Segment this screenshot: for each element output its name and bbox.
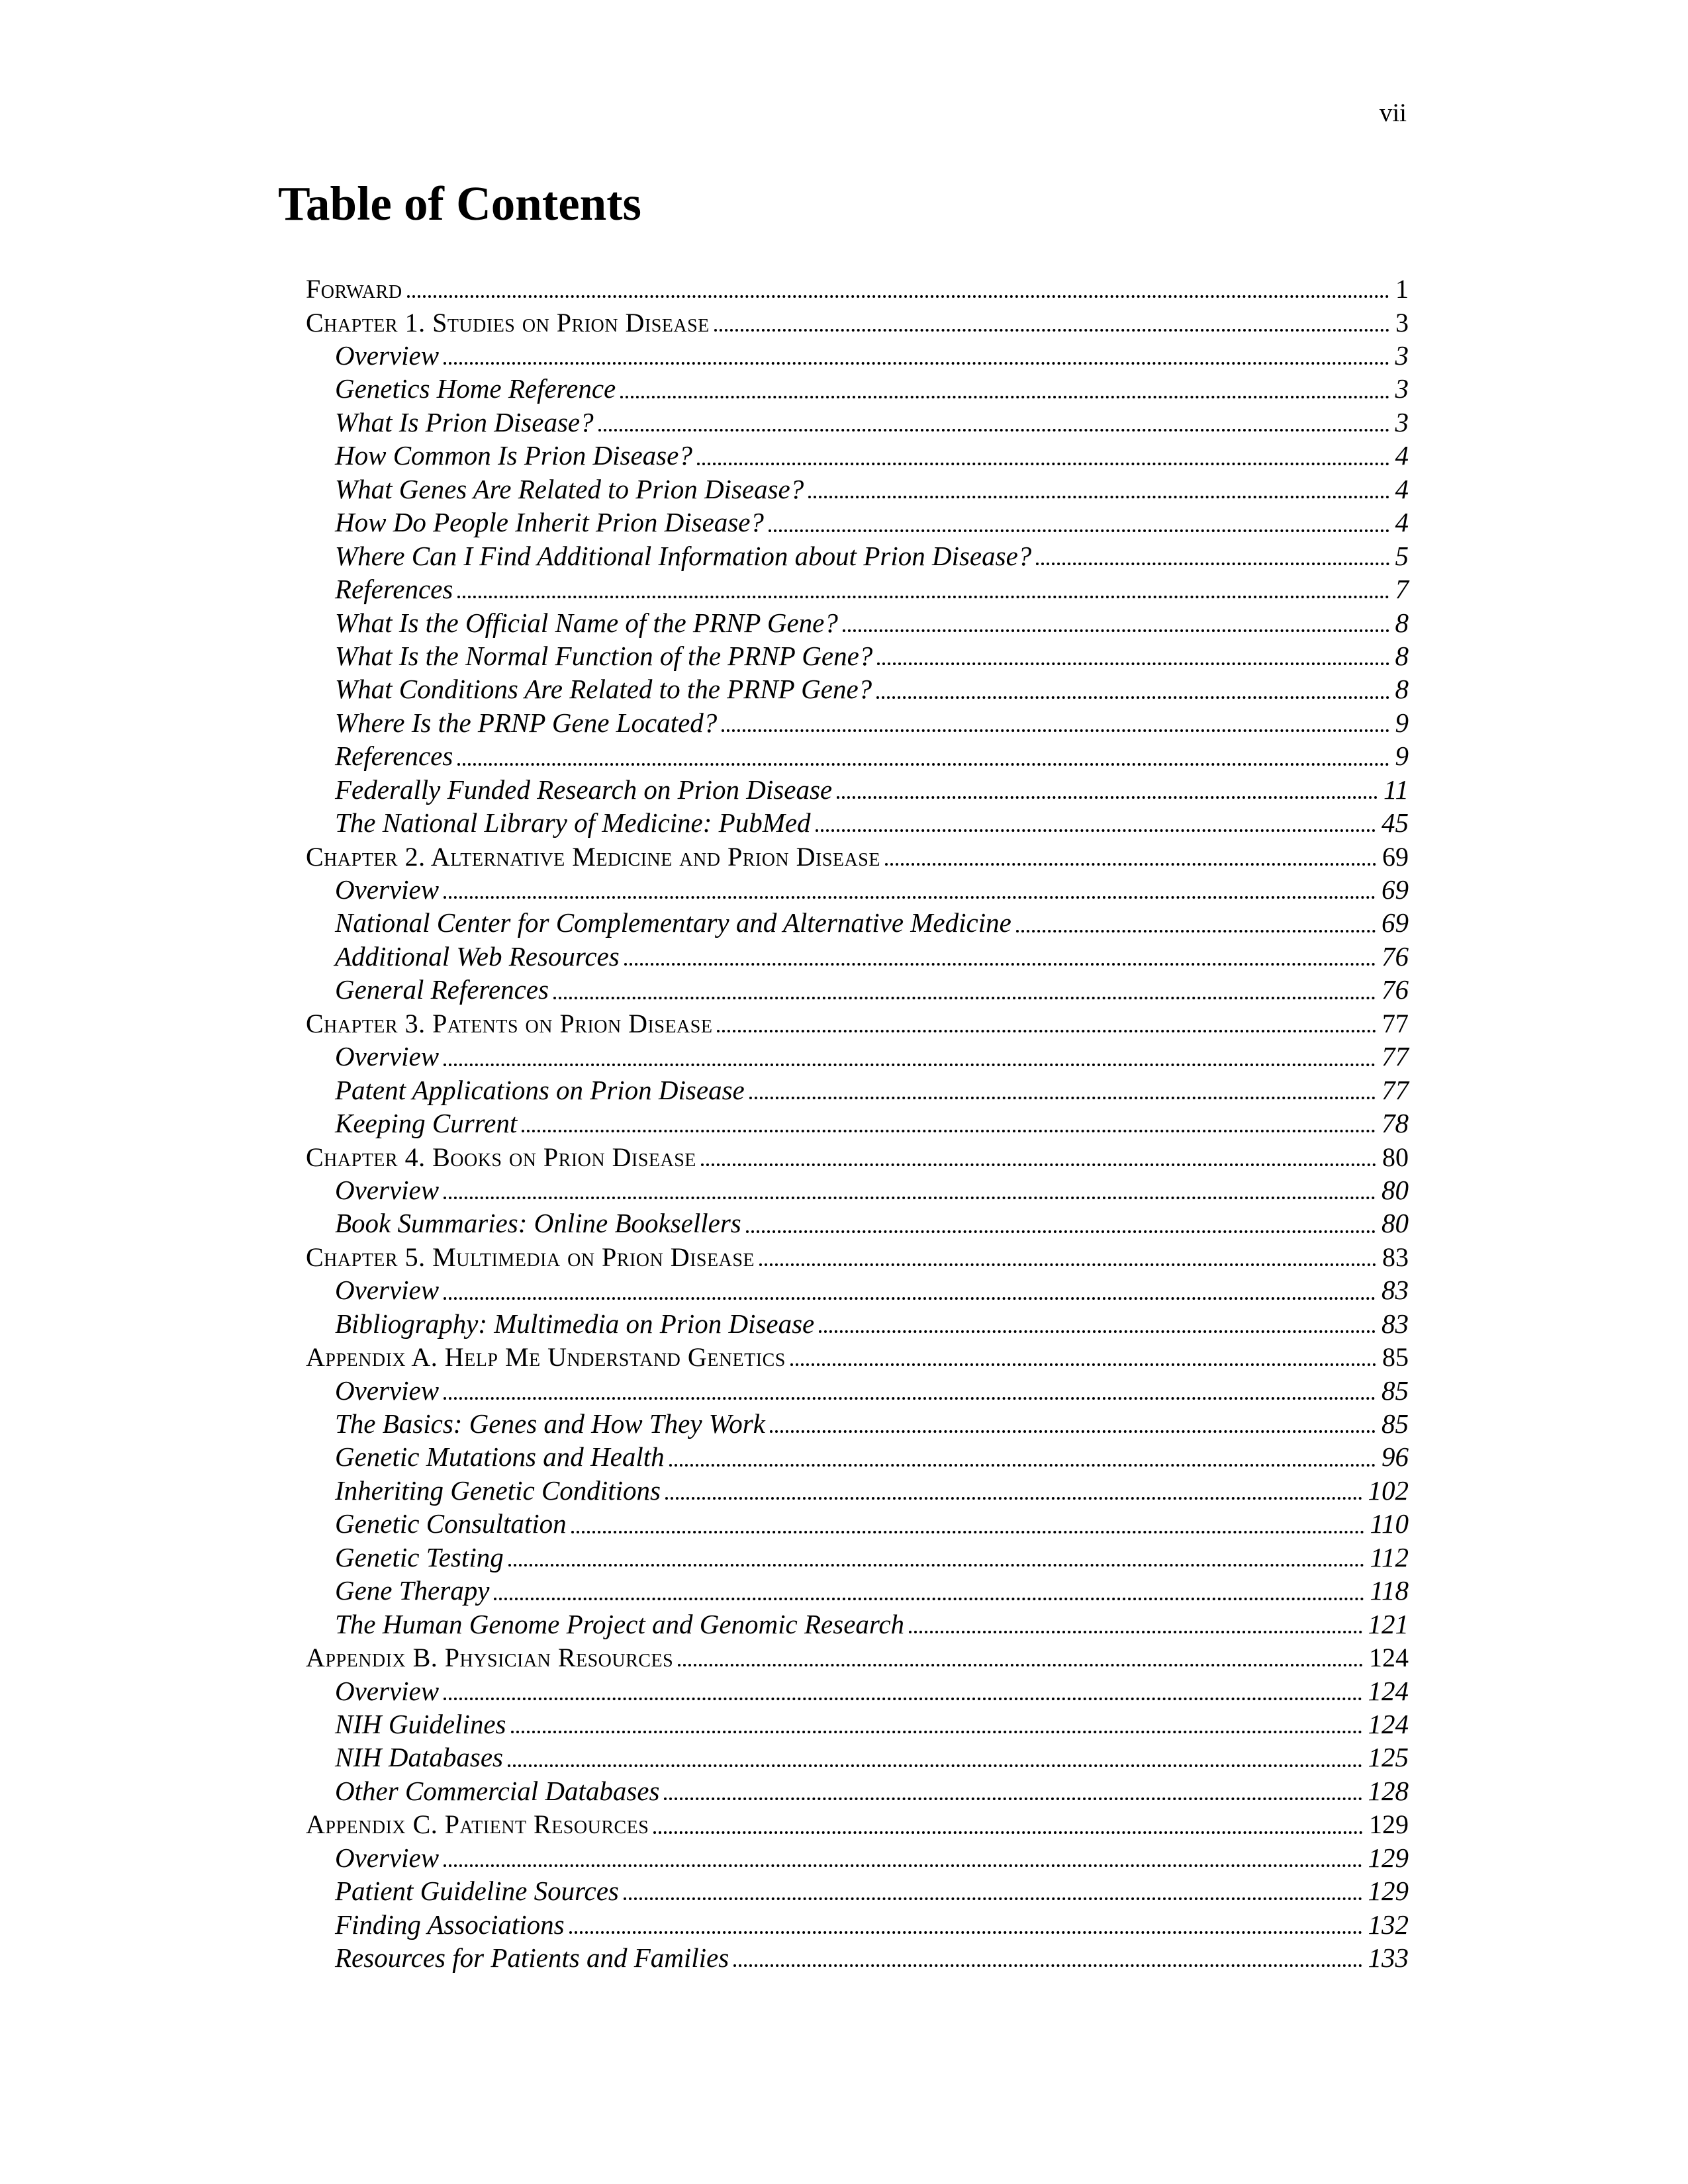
toc-entry-page: 80 — [1382, 1174, 1409, 1205]
toc-entry-page: 69 — [1382, 841, 1409, 872]
toc-entry-page: 128 — [1368, 1775, 1409, 1806]
toc-entry — [306, 1505, 1409, 1538]
toc-entry-label: Overview — [335, 874, 440, 905]
dotted-leader — [494, 1598, 1364, 1600]
dotted-leader — [1036, 563, 1389, 565]
toc-entry-page: 4 — [1395, 440, 1409, 471]
toc-entry — [306, 904, 1409, 937]
page-title: Table of Contents — [278, 177, 641, 230]
toc-entry — [306, 504, 1409, 537]
toc-entry-label: Keeping Current — [335, 1108, 518, 1139]
dotted-leader — [722, 729, 1389, 732]
toc-entry-page: 5 — [1395, 540, 1409, 571]
toc-entry-label: Gene Therapy — [335, 1575, 490, 1606]
toc-entry-label: Inheriting Genetic Conditions — [335, 1475, 661, 1506]
toc-entry-page: 9 — [1395, 707, 1409, 738]
toc-entry-page: 77 — [1382, 1041, 1409, 1072]
toc-entry-label: Genetics Home Reference — [335, 373, 616, 404]
toc-entry-label: Appendix B. Physician Resources — [306, 1643, 674, 1673]
toc-entry-label: Chapter 1. Studies on Prion Disease — [306, 307, 710, 338]
toc-entry-page: 69 — [1382, 874, 1409, 905]
toc-entry-label: References — [335, 741, 453, 772]
toc-entry — [306, 537, 1409, 570]
dotted-leader — [444, 1397, 1376, 1400]
dotted-leader — [714, 329, 1389, 332]
toc-entry — [306, 704, 1409, 737]
toc-entry-label: Federally Funded Research on Prion Disease — [335, 774, 833, 805]
toc-entry-page: 110 — [1370, 1508, 1409, 1539]
dotted-leader — [769, 529, 1389, 532]
toc-entry — [306, 1071, 1409, 1105]
toc-entry-label: National Center for Complementary and Alternative Medicine — [335, 907, 1011, 938]
toc-entry-page: 112 — [1370, 1541, 1409, 1572]
toc-entry — [306, 1005, 1409, 1038]
toc-entry-page: 124 — [1368, 1708, 1409, 1739]
toc-entry-page: 124 — [1369, 1643, 1409, 1673]
toc-entry — [306, 1739, 1409, 1772]
toc-entry-page: 9 — [1395, 741, 1409, 772]
toc-entry — [306, 1105, 1409, 1138]
dotted-leader — [759, 1263, 1376, 1266]
dotted-leader — [624, 963, 1376, 966]
toc-entry — [306, 1371, 1409, 1404]
toc-entry-page: 78 — [1382, 1108, 1409, 1139]
toc-entry — [306, 1805, 1409, 1839]
toc-entry-label: Patent Applications on Prion Disease — [335, 1074, 745, 1105]
toc-entry-page: 8 — [1395, 607, 1409, 638]
toc-entry — [306, 1305, 1409, 1338]
toc-entry-label: Genetic Mutations and Health — [335, 1441, 665, 1473]
toc-entry — [306, 337, 1409, 370]
dotted-leader — [571, 1531, 1364, 1533]
toc-entry-label: Chapter 4. Books on Prion Disease — [306, 1142, 696, 1172]
toc-entry — [306, 270, 1409, 303]
toc-entry-page: 132 — [1368, 1909, 1409, 1940]
toc-entry-label: Overview — [335, 1842, 440, 1873]
toc-entry-page: 76 — [1382, 974, 1409, 1005]
dotted-leader — [1016, 930, 1376, 933]
dotted-leader — [808, 496, 1389, 498]
toc-entry — [306, 971, 1409, 1004]
dotted-leader — [444, 1197, 1376, 1199]
toc-entry — [306, 1438, 1409, 1471]
toc-entry-page: 83 — [1382, 1275, 1409, 1306]
dotted-leader — [457, 596, 1389, 598]
toc-entry-label: What Is the Normal Function of the PRNP Gene? — [335, 640, 873, 671]
toc-entry-label: Forward — [306, 274, 402, 304]
toc-entry-page: 4 — [1395, 473, 1409, 504]
toc-entry-label: What Is Prion Disease? — [335, 406, 594, 437]
toc-entry — [306, 1839, 1409, 1872]
dotted-leader — [444, 1064, 1376, 1066]
dotted-leader — [653, 1831, 1363, 1834]
toc-entry — [306, 1138, 1409, 1171]
toc-entry — [306, 1639, 1409, 1672]
toc-entry-label: Overview — [335, 1174, 440, 1205]
toc-entry-page: 80 — [1382, 1142, 1409, 1172]
toc-entry-page: 3 — [1395, 373, 1409, 404]
toc-entry-page: 118 — [1370, 1575, 1409, 1606]
toc-entry-label: Book Summaries: Online Booksellers — [335, 1208, 741, 1239]
toc-entry-label: References — [335, 574, 453, 605]
toc-entry-page: 4 — [1395, 507, 1409, 538]
toc-entry-page: 102 — [1368, 1475, 1409, 1506]
toc-entry-label: The National Library of Medicine: PubMed — [335, 807, 811, 839]
dotted-leader — [624, 1897, 1362, 1900]
dotted-leader — [876, 696, 1389, 699]
toc-entry — [306, 570, 1409, 604]
toc-entry-label: Other Commercial Databases — [335, 1775, 660, 1806]
toc-entry-page: 121 — [1368, 1608, 1409, 1639]
toc-entry-page: 129 — [1369, 1809, 1409, 1840]
toc-entry-page: 77 — [1382, 1074, 1409, 1105]
toc-entry-label: General References — [335, 974, 549, 1005]
toc-entry-page: 83 — [1382, 1308, 1409, 1339]
dotted-leader — [511, 1731, 1362, 1733]
dotted-leader — [665, 1497, 1362, 1500]
toc-entry-page: 7 — [1395, 574, 1409, 605]
toc-entry — [306, 1872, 1409, 1905]
dotted-leader — [701, 1163, 1376, 1166]
toc-entry-label: NIH Guidelines — [335, 1708, 506, 1739]
toc-entry-label: What Conditions Are Related to the PRNP Gene? — [335, 674, 872, 705]
toc-entry — [306, 471, 1409, 504]
toc-entry-page: 1 — [1395, 274, 1409, 304]
dotted-leader — [746, 1230, 1376, 1233]
toc-entry — [306, 1238, 1409, 1271]
dotted-leader — [444, 1864, 1362, 1867]
dotted-leader — [553, 997, 1376, 999]
toc-entry-page: 8 — [1395, 640, 1409, 671]
toc-entry — [306, 1672, 1409, 1705]
toc-entry — [306, 938, 1409, 971]
dotted-leader — [457, 763, 1389, 766]
toc-list — [306, 270, 1409, 1972]
toc-entry-page: 69 — [1382, 907, 1409, 938]
toc-entry — [306, 1205, 1409, 1238]
toc-entry-label: Overview — [335, 1375, 440, 1406]
toc-entry-label: Appendix C. Patient Resources — [306, 1809, 649, 1840]
dotted-leader — [444, 1698, 1362, 1700]
dotted-leader — [749, 1097, 1376, 1099]
toc-entry-label: Patient Guideline Sources — [335, 1876, 619, 1907]
toc-entry — [306, 637, 1409, 670]
toc-entry-page: 85 — [1382, 1342, 1409, 1373]
dotted-leader — [717, 1030, 1376, 1032]
dotted-leader — [837, 796, 1378, 799]
dotted-leader — [678, 1664, 1363, 1666]
toc-entry-label: Finding Associations — [335, 1909, 565, 1940]
toc-entry — [306, 303, 1409, 336]
toc-entry-label: Bibliography: Multimedia on Prion Disease — [335, 1308, 815, 1339]
toc-entry — [306, 871, 1409, 904]
toc-entry-page: 80 — [1382, 1208, 1409, 1239]
toc-entry-page: 3 — [1395, 340, 1409, 371]
dotted-leader — [620, 396, 1389, 398]
toc-entry-page: 76 — [1382, 940, 1409, 972]
toc-entry — [306, 837, 1409, 870]
toc-entry — [306, 1405, 1409, 1438]
toc-entry-label: Genetic Testing — [335, 1541, 504, 1572]
toc-entry — [306, 604, 1409, 637]
dotted-leader — [444, 896, 1376, 899]
toc-entry-label: Where Is the PRNP Gene Located? — [335, 707, 718, 738]
toc-entry-label: Chapter 5. Multimedia on Prion Disease — [306, 1242, 755, 1272]
toc-entry-page: 11 — [1383, 774, 1409, 805]
toc-entry — [306, 437, 1409, 470]
toc-entry-label: Genetic Consultation — [335, 1508, 567, 1539]
toc-entry-label: How Common Is Prion Disease? — [335, 440, 692, 471]
toc-entry — [306, 1539, 1409, 1572]
dotted-leader — [909, 1631, 1362, 1633]
toc-entry-page: 8 — [1395, 674, 1409, 705]
toc-entry-page: 129 — [1368, 1876, 1409, 1907]
toc-entry-label: How Do People Inherit Prion Disease? — [335, 507, 764, 538]
toc-entry — [306, 1472, 1409, 1505]
toc-entry-label: Overview — [335, 1275, 440, 1306]
toc-entry-label: Overview — [335, 1041, 440, 1072]
toc-entry-label: Resources for Patients and Families — [335, 1942, 729, 1974]
toc-entry-page: 124 — [1368, 1675, 1409, 1706]
dotted-leader — [508, 1564, 1364, 1567]
toc-entry-label: What Genes Are Related to Prion Disease? — [335, 473, 804, 504]
dotted-leader — [444, 362, 1389, 365]
toc-entry — [306, 1338, 1409, 1371]
page-number-folio: vii — [1379, 99, 1407, 127]
toc-entry — [306, 1706, 1409, 1739]
dotted-leader — [598, 429, 1389, 432]
toc-entry-page: 3 — [1395, 406, 1409, 437]
toc-entry — [306, 670, 1409, 704]
toc-entry — [306, 1939, 1409, 1972]
dotted-leader — [569, 1931, 1362, 1934]
toc-entry — [306, 1772, 1409, 1805]
dotted-leader — [770, 1430, 1376, 1433]
toc-entry-label: Where Can I Find Additional Information about Prion Disease? — [335, 540, 1032, 571]
toc-entry-label: What Is the Official Name of the PRNP Gene? — [335, 607, 838, 638]
toc-entry-page: 133 — [1368, 1942, 1409, 1974]
toc-entry — [306, 737, 1409, 770]
toc-entry — [306, 1171, 1409, 1205]
toc-entry — [306, 404, 1409, 437]
toc-entry — [306, 771, 1409, 804]
dotted-leader — [407, 295, 1389, 298]
toc-entry-page: 3 — [1395, 307, 1409, 338]
dotted-leader — [664, 1797, 1362, 1800]
toc-entry-page: 85 — [1382, 1375, 1409, 1406]
dotted-leader — [733, 1964, 1362, 1967]
dotted-leader — [790, 1363, 1376, 1366]
dotted-leader — [819, 1330, 1376, 1333]
toc-entry — [306, 1271, 1409, 1304]
toc-entry-label: Additional Web Resources — [335, 940, 620, 972]
toc-entry-page: 129 — [1368, 1842, 1409, 1873]
dotted-leader — [508, 1764, 1362, 1767]
toc-entry — [306, 1572, 1409, 1605]
toc-entry — [306, 1038, 1409, 1071]
toc-entry-page: 96 — [1382, 1441, 1409, 1473]
toc-entry-page: 83 — [1382, 1242, 1409, 1272]
dotted-leader — [522, 1130, 1376, 1132]
toc-entry-label: The Basics: Genes and How They Work — [335, 1408, 765, 1439]
toc-entry-label: Chapter 3. Patents on Prion Disease — [306, 1008, 713, 1038]
toc-entry-page: 125 — [1368, 1742, 1409, 1773]
dotted-leader — [697, 463, 1389, 465]
toc-entry — [306, 804, 1409, 837]
dotted-leader — [885, 863, 1376, 866]
dotted-leader — [444, 1297, 1376, 1300]
dotted-leader — [843, 629, 1389, 632]
toc-entry-page: 85 — [1382, 1408, 1409, 1439]
toc-entry-page: 45 — [1382, 807, 1409, 839]
toc-entry — [306, 1606, 1409, 1639]
toc-entry — [306, 1905, 1409, 1938]
toc-entry-label: NIH Databases — [335, 1742, 503, 1773]
dotted-leader — [669, 1464, 1376, 1467]
toc-entry — [306, 370, 1409, 403]
dotted-leader — [816, 829, 1376, 832]
toc-entry-label: Chapter 2. Alternative Medicine and Prion Disease — [306, 841, 880, 872]
toc-entry-label: Overview — [335, 1675, 440, 1706]
dotted-leader — [877, 662, 1389, 665]
toc-entry-label: Appendix A. Help Me Understand Genetics — [306, 1342, 786, 1373]
toc-entry-label: Overview — [335, 340, 440, 371]
toc-entry-page: 77 — [1382, 1008, 1409, 1038]
toc-entry-label: The Human Genome Project and Genomic Research — [335, 1608, 905, 1639]
